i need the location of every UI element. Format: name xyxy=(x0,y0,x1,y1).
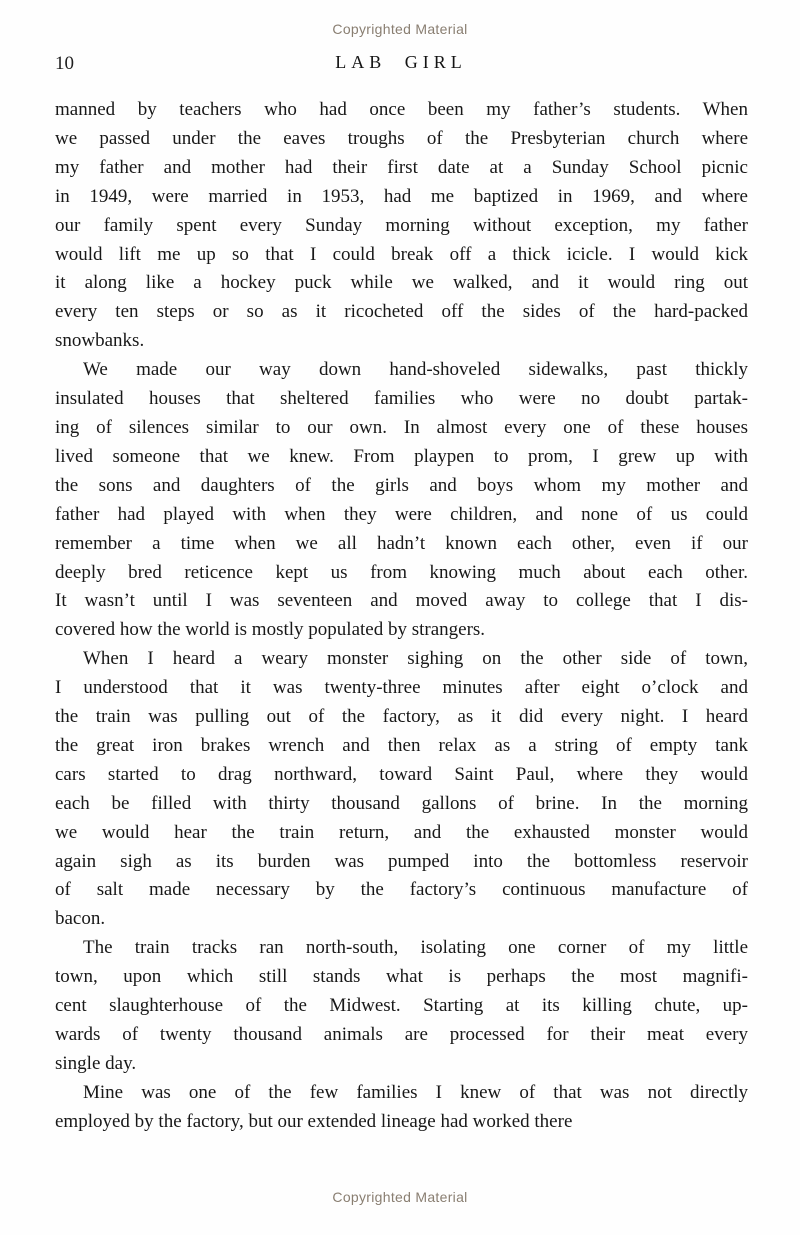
text-line: We made our way down hand-shoveled sidewalks, past thickly xyxy=(83,359,748,381)
text-line: father had played with when they were children, and none of us could xyxy=(55,503,748,525)
text-line: my father and mother had their first date at a Sunday School picnic xyxy=(55,156,748,178)
copyright-notice-bottom: Copyrighted Material xyxy=(332,1189,468,1205)
text-line: single day. xyxy=(55,1052,137,1074)
copyright-notice-top: Copyrighted Material xyxy=(332,21,468,37)
text-line: the train was pulling out of the factory, as it did every night. I heard xyxy=(55,706,748,728)
text-line: remember a time when we all hadn’t known each other, even if our xyxy=(55,532,748,554)
page-number: 10 xyxy=(55,53,74,74)
running-head: LAB GIRL xyxy=(335,52,467,72)
text-line: again sigh as its burden was pumped into the bottomless reservoir xyxy=(55,850,748,872)
body-text xyxy=(55,96,748,1137)
text-line: would lift me up so that I could break off a thick icicle. I would kick xyxy=(55,243,748,265)
text-line: our family spent every Sunday morning without exception, my father xyxy=(55,214,748,236)
text-line: ing of silences similar to our own. In almost every one of these houses xyxy=(55,416,748,438)
text-line: cent slaughterhouse of the Midwest. Starting at its killing chute, up- xyxy=(55,995,748,1017)
text-line: The train tracks ran north-south, isolating one corner of my little xyxy=(83,937,748,959)
text-line: of salt made necessary by the factory’s continuous manufacture of xyxy=(55,879,748,901)
text-line: I understood that it was twenty-three minutes after eight o’clock and xyxy=(55,677,748,699)
text-line: deeply bred reticence kept us from knowing much about each other. xyxy=(55,561,748,583)
text-line: it along like a hockey puck while we walked, and it would ring out xyxy=(55,272,748,294)
text-line: the sons and daughters of the girls and boys whom my mother and xyxy=(55,474,748,496)
text-line: the great iron brakes wrench and then relax as a string of empty tank xyxy=(55,734,748,756)
text-line: wards of twenty thousand animals are processed for their meat every xyxy=(55,1024,748,1045)
text-line: manned by teachers who had once been my father’s students. When xyxy=(55,99,748,120)
text-line: every ten steps or so as it ricocheted off the sides of the hard-packed xyxy=(55,301,748,323)
text-line: we passed under the eaves troughs of the Presbyterian church where xyxy=(55,127,748,149)
text-line: snowbanks. xyxy=(55,330,145,352)
text-line: in 1949, were married in 1953, had me baptized in 1969, and where xyxy=(55,185,748,207)
text-line: each be filled with thirty thousand gallons of brine. In the morning xyxy=(55,792,748,814)
text-line: town, upon which still stands what is perhaps the most magnifi- xyxy=(55,966,748,988)
text-line: bacon. xyxy=(55,908,106,930)
text-line: insulated houses that sheltered families who were no doubt partak- xyxy=(55,388,748,410)
page-header xyxy=(55,52,747,78)
text-line: lived someone that we knew. From playpen to prom, I grew up with xyxy=(55,445,748,467)
text-line: employed by the factory, but our extended lineage had worked there xyxy=(55,1110,573,1132)
text-line: Mine was one of the few families I knew of that was not directly xyxy=(83,1081,748,1103)
text-line: cars started to drag northward, toward Saint Paul, where they would xyxy=(55,763,748,785)
text-line: It wasn’t until I was seventeen and moved away to college that I dis- xyxy=(55,590,748,612)
text-line: When I heard a weary monster sighing on the other side of town, xyxy=(83,648,748,670)
text-line: covered how the world is mostly populated by strangers. xyxy=(55,619,486,641)
text-line: we would hear the train return, and the exhausted monster would xyxy=(55,821,748,843)
